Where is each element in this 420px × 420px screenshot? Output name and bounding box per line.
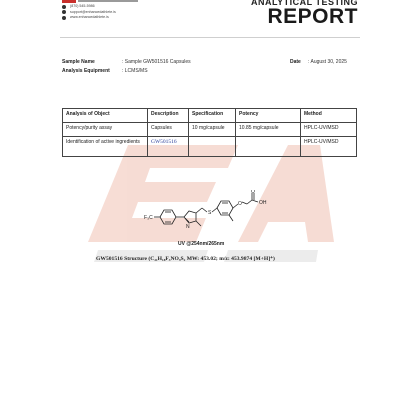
equipment-label: Analysis Equipment <box>62 68 110 74</box>
oxygen-label: O <box>238 201 242 207</box>
table-cell: Potency/purity assay <box>63 123 148 137</box>
sulfur-label: S <box>208 210 212 216</box>
table-cell: GW501516 <box>148 137 189 157</box>
date-label: Date <box>290 59 301 65</box>
table-row <box>63 123 357 137</box>
sample-name-value: : Sample GW501516 Capsules <box>122 59 191 65</box>
phone-icon <box>62 5 66 9</box>
results-table <box>62 108 357 157</box>
email-icon <box>62 10 66 14</box>
table-cell: HPLC-UV/MSD <box>301 137 357 157</box>
table-cell: HPLC-UV/MSD <box>301 123 357 137</box>
table-header: Specification <box>189 109 236 123</box>
table-header: Potency <box>236 109 301 123</box>
header-divider <box>60 37 360 38</box>
table-cell: 10.85 mg/capsule <box>236 123 301 137</box>
cf3-label: F₃C <box>144 215 153 221</box>
contact-info <box>62 4 116 21</box>
table-cell: 10 mg/capsule <box>189 123 236 137</box>
hydroxyl-label: OH <box>259 200 267 206</box>
carbonyl-oxygen-label: O <box>251 190 255 195</box>
chemical-structure <box>140 190 280 240</box>
table-header-row <box>63 109 357 123</box>
sample-name-label: Sample Name <box>62 59 95 65</box>
table-cell: Identification of active ingredients <box>63 137 148 157</box>
table-header: Method <box>301 109 357 123</box>
contact-email[interactable]: support@enhancedathlete.is <box>70 9 116 14</box>
table-cell: Capsules <box>148 123 189 137</box>
contact-website[interactable]: www.enhancedathlete.is <box>70 15 109 19</box>
report-subtitle: ANALYTICAL TESTING <box>250 0 358 7</box>
table-row <box>63 137 357 157</box>
table-header: Analysis of Object <box>63 109 148 123</box>
brand-logo <box>62 0 142 3</box>
report-title: REPORT <box>267 5 358 28</box>
uv-label: UV @254nm/265nm <box>178 241 225 247</box>
structure-caption: GW501516 Structure (C₂₁H₁₈F₃NO₃S₂ MW: 453.02; m/z: 453.9874 [M+H]⁺) <box>96 256 275 262</box>
table-cell <box>236 137 301 157</box>
nitrogen-label: N <box>186 224 190 230</box>
table-cell <box>189 137 236 157</box>
date-value: : August 30, 2025 <box>308 59 347 65</box>
globe-icon <box>62 16 66 20</box>
contact-phone: (870) 545-5986 <box>70 4 95 8</box>
equipment-value: : LCMS/MS <box>122 68 148 74</box>
table-header: Description <box>148 109 189 123</box>
